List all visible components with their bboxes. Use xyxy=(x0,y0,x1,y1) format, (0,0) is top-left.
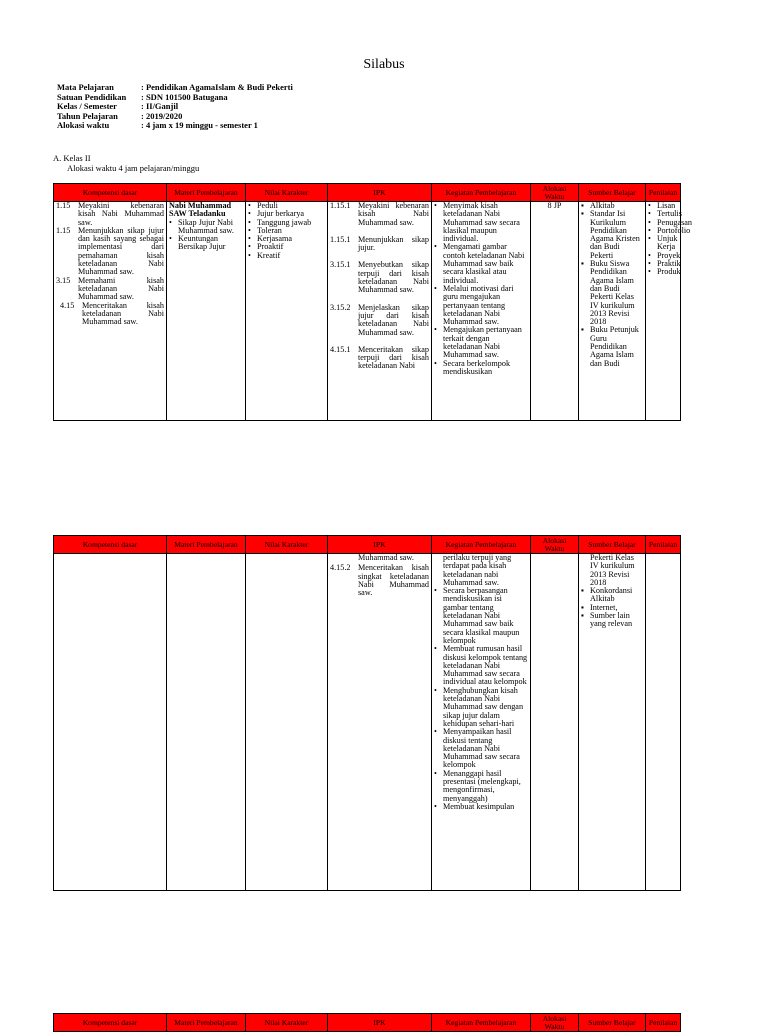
sumber-continuation: Pekerti Kelas IV kurikulum 2013 Revisi 2018 xyxy=(590,553,635,587)
ipk-text: Meyakini kebenaran kisah Nabi Muhammad saw. xyxy=(358,201,429,227)
list-item: • Tertulis xyxy=(648,210,678,218)
list-item: • Produk xyxy=(648,268,678,276)
kd-number: 3.15 xyxy=(56,275,71,285)
kompetensi-cell xyxy=(54,554,167,891)
list-item: ▪ Konkordansi Alkitab xyxy=(581,587,643,604)
ipk-text: Menunjukkan sikap jujur. xyxy=(358,234,429,253)
col-header-sumber: Sumber Belajar xyxy=(579,1014,646,1032)
meta-key: Satuan Pendidikan xyxy=(57,91,127,102)
kd-text: Menceritakan kisah keteladanan Nabi Muhammad saw. xyxy=(82,300,164,327)
section-heading xyxy=(53,153,199,173)
penilaian-cell xyxy=(646,201,693,421)
list-item: • Mengamati gambar contoh keteladanan Nabi Muhammad saw baik secara klasikal atau individual. xyxy=(434,243,528,284)
col-header-ipk: IPK xyxy=(328,536,432,554)
ipk-number: 1.15.1 xyxy=(330,234,351,244)
list-item: • Penugasan xyxy=(648,219,678,227)
kegiatan-continuation: perilaku terpuji yang terdapat pada kisah keteladanan nabi Muhammad saw. xyxy=(443,553,512,587)
nilai-cell xyxy=(246,554,328,891)
kd-item xyxy=(56,302,164,327)
list-item: ▪ Buku Petunjuk Guru Pendidikan Agama Islam dan Budi xyxy=(581,326,643,367)
kd-text: Memahami kisah keteladanan Nabi Muhammad saw. xyxy=(78,275,164,302)
syllabus-table-3 xyxy=(53,1013,681,1032)
kd-item xyxy=(56,277,164,302)
ipk-text: Menceritakan sikap terpuji dari kisah keteladanan Nabi xyxy=(358,344,429,371)
col-header-materi: Materi Pembelajaran xyxy=(167,184,246,202)
ipk-item xyxy=(330,202,429,227)
ipk-item xyxy=(330,564,429,597)
list-item: • Sikap Jujur Nabi Muhammad saw. xyxy=(169,219,243,236)
meta-value: : 4 jam x 19 minggu - semester 1 xyxy=(141,120,258,131)
ipk-number: 4.15.2 xyxy=(330,563,351,573)
alokasi-cell xyxy=(531,554,579,891)
table-row xyxy=(54,554,681,891)
ipk-number: 1.15.1 xyxy=(330,201,351,210)
list-item: ▪ Alkitab xyxy=(581,202,643,210)
list-item: • Portofolio xyxy=(648,227,678,235)
list-item: • Menyampaikan hasil diskusi tentang keteladanan Nabi Muhammad saw secara kelompok xyxy=(434,728,528,769)
ipk-item xyxy=(330,261,429,294)
meta-value: : II/Ganjil xyxy=(141,101,179,112)
col-header-nilai: Nilai Karakter xyxy=(246,1014,328,1032)
kd-text: Meyakini kebenaran kisah Nabi Muhammad saw. xyxy=(78,201,164,227)
kd-number: 4.15 xyxy=(60,300,75,310)
col-header-penilaian: Penilaian xyxy=(646,536,681,554)
table-header-row xyxy=(54,1014,681,1032)
list-item: • Melalui motivasi dari guru mengajukan pertanyaan tentang keteladanan Nabi Muhammad saw. xyxy=(434,285,528,326)
syllabus-table-1 xyxy=(53,183,693,421)
col-header-alokasi: Alokasi Waktu xyxy=(531,184,579,202)
ipk-item xyxy=(330,304,429,337)
table-row xyxy=(54,202,681,421)
list-item: • Membuat kesimpulan xyxy=(434,803,528,811)
ipk-cell xyxy=(328,554,432,891)
meta-key: Mata Pelajaran xyxy=(57,82,114,92)
meta-key: Tahun Pelajaran xyxy=(57,110,118,121)
section-title: A. Kelas II xyxy=(53,153,91,163)
list-item: • Toleran xyxy=(248,227,325,235)
list-item: • Proaktif xyxy=(248,243,325,251)
col-header-sumber: Sumber Belajar xyxy=(579,536,646,554)
col-header-alokasi: Alokasi Waktu xyxy=(531,536,579,554)
meta-row xyxy=(57,121,293,131)
list-item: • Secara berkelompok mendiskusikan xyxy=(434,360,528,377)
col-header-kompetensi: Kompetensi dasar xyxy=(54,1014,167,1032)
nilai-cell xyxy=(246,202,328,421)
col-header-penilaian: Penilaian xyxy=(646,1014,681,1032)
list-item: • Mengajukan pertanyaan terkait dengan keteladanan Nabi Muhammad saw. xyxy=(434,326,528,359)
list-item: • Lisan xyxy=(648,202,678,210)
col-header-ipk: IPK xyxy=(328,184,432,202)
list-item: • Kreatif xyxy=(248,252,325,260)
col-header-materi: Materi Pembelajaran xyxy=(167,1014,246,1032)
table-header-row xyxy=(54,536,681,554)
ipk-number: 3.15.1 xyxy=(330,260,351,270)
list-item: • Jujur berkarya xyxy=(248,210,325,218)
sumber-cell xyxy=(579,554,646,891)
kd-item xyxy=(56,227,164,277)
section-subtitle: Alokasi waktu 4 jam pelajaran/minggu xyxy=(67,163,200,173)
list-item: • Secara berpasangan mendiskusikan isi gambar tentang keteladanan Nabi Muhammad saw baik secara klasikal maupun kelompok xyxy=(434,587,528,645)
ipk-item xyxy=(330,346,429,371)
list-item: • Keuntungan Bersikap Jujur xyxy=(169,235,243,252)
ipk-continuation: Muhammad saw. xyxy=(358,553,414,562)
col-header-nilai: Nilai Karakter xyxy=(246,536,328,554)
kd-text: Menunjukkan sikap jujur dan kasih sayang sebagai implementasi dari pemahaman kisah keteladanan Nabi Muhammad saw. xyxy=(78,225,164,277)
col-header-kompetensi: Kompetensi dasar xyxy=(54,536,167,554)
meta-value: : 2019/2020 xyxy=(141,110,183,121)
sumber-cell xyxy=(579,202,646,421)
list-item: • Menanggapi hasil presentasi (melengkapi, mengonfirmasi, menyanggah) xyxy=(434,770,528,803)
kegiatan-cell xyxy=(432,202,531,421)
kd-item xyxy=(56,202,164,227)
list-item: • Peduli xyxy=(248,202,325,210)
list-item: ▪ Standar Isi Kurikulum Pendidikan Agama Kristen dan Budi Pekerti xyxy=(581,210,643,260)
list-item: • Menyimak kisah keteladanan Nabi Muhammad saw secara klasikal maupun individual. xyxy=(434,202,528,243)
syllabus-table-2 xyxy=(53,535,681,891)
meta-key: Alokasi waktu xyxy=(57,120,110,131)
list-item: ▪ Sumber lain yang relevan xyxy=(581,612,643,629)
list-item: ▪ Buku Siswa Pendidikan Agama Islam dan Budi Pekerti Kelas IV kurikulum 2013 Revisi 2018 xyxy=(581,260,643,326)
list-item: • Unjuk Kerja xyxy=(648,235,678,252)
col-header-kegiatan: Kegiatan Pembelajaran xyxy=(432,184,531,202)
col-header-alokasi: Alokasi Waktu xyxy=(531,1014,579,1032)
meta-key: Kelas / Semester xyxy=(57,101,117,112)
list-item: ▪ Internet, xyxy=(581,604,643,612)
list-item: • Praktik xyxy=(648,260,678,268)
materi-cell xyxy=(167,554,246,891)
col-header-sumber: Sumber Belajar xyxy=(579,184,646,202)
col-header-ipk: IPK xyxy=(328,1014,432,1032)
table-header-row xyxy=(54,184,681,202)
ipk-number: 4.15.1 xyxy=(330,344,351,354)
kegiatan-cell xyxy=(432,554,531,891)
col-header-kompetensi: Kompetensi dasar xyxy=(54,184,167,202)
list-item: • Membuat rumusan hasil diskusi kelompok tentang keteladanan Nabi Muhammad saw secara individual atau kelompok xyxy=(434,645,528,686)
ipk-text: Menceritakan kisah singkat keteladanan Nabi Muhammad saw. xyxy=(358,563,429,598)
ipk-text: Menjelaskan sikap jujur dari kisah keteladanan Nabi Muhammad saw. xyxy=(358,302,429,337)
meta-value: : SDN 101500 Batugana xyxy=(141,91,228,102)
materi-cell xyxy=(167,202,246,421)
alokasi-cell: 8 JP xyxy=(531,202,579,421)
ipk-text: Menyebutkan sikap terpuji dari kisah keteladanan Nabi Muhammad saw. xyxy=(358,260,429,295)
meta-value: : Pendidikan AgamaIslam & Budi Pekerti xyxy=(141,82,293,92)
penilaian-cell xyxy=(646,554,681,891)
col-header-nilai: Nilai Karakter xyxy=(246,184,328,202)
document-meta xyxy=(57,83,293,131)
col-header-penilaian: Penilaian xyxy=(646,184,681,202)
list-item: • Menghubungkan kisah keteladanan Nabi Muhammad saw dengan sikap jujur dalam kehidupan sehari-hari xyxy=(434,687,528,728)
kd-number: 1.15 xyxy=(56,201,71,210)
kd-number: 1.15 xyxy=(56,225,71,235)
materi-title: Nabi Muhammad SAW Teladanku xyxy=(169,201,232,219)
ipk-number: 3.15.2 xyxy=(330,302,351,312)
list-item: • Kerjasama xyxy=(248,235,325,243)
ipk-cell xyxy=(328,202,432,421)
kompetensi-cell xyxy=(54,202,167,421)
list-item: • Tanggung jawab xyxy=(248,219,325,227)
list-item: • Proyek xyxy=(648,252,678,260)
col-header-materi: Materi Pembelajaran xyxy=(167,536,246,554)
col-header-kegiatan: Kegiatan Pembelajaran xyxy=(432,536,531,554)
col-header-kegiatan: Kegiatan Pembelajaran xyxy=(432,1014,531,1032)
page-title: Silabus xyxy=(363,57,405,72)
ipk-item xyxy=(330,236,429,253)
